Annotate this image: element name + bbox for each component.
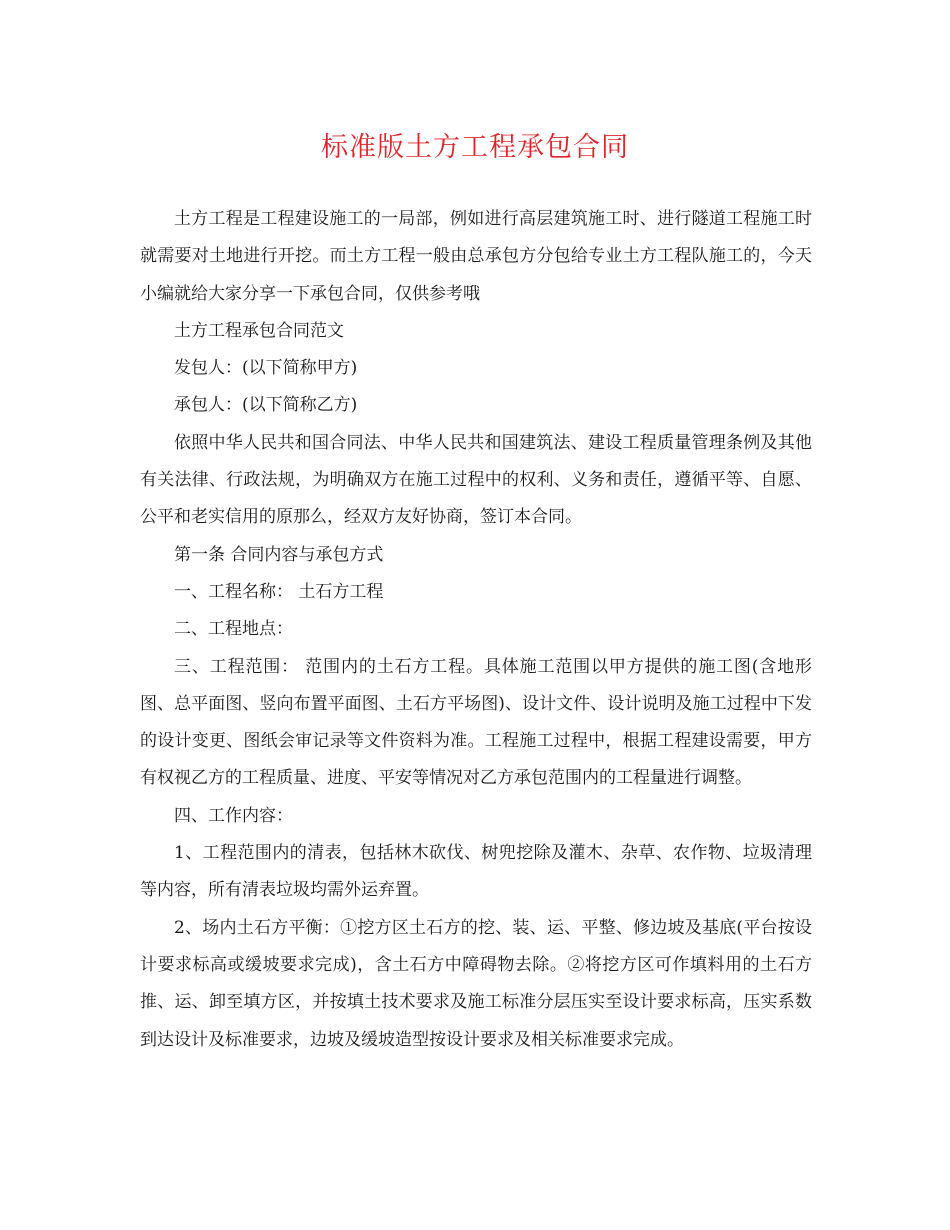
paragraph-article-1: 第一条 合同内容与承包方式 [174, 544, 384, 565]
paragraph-basis: 依照中华人民共和国合同法、中华人民共和国建筑法、建设工程质量管理条例及其他有关法律、行政法规，为明确双方在施工过程中的权利、义务和责任，遵循平等、自愿、公平和老实信用的原那么，经双方友好协商，签订本合同。 [140, 432, 812, 528]
paragraph-project-scope: 三、工程范围： 范围内的土石方工程。具体施工范围以甲方提供的施工图(含地形图、总平面图、竖向布置平面图、土石方平场图)、设计文件、设计说明及施工过程中下发的设计变更、图纸会审记录等文件资料为准。工程施工过程中，根据工程建设需要，甲方有权视乙方的工程质量、进度、平安等情况对乙方承包范围内的工程量进行调整。 [140, 656, 812, 789]
paragraph-project-location: 二、工程地点： [174, 619, 293, 640]
paragraph-work-content: 四、工作内容： [174, 805, 293, 826]
paragraph-item-2: 2、场内土石方平衡：①挖方区土石方的挖、装、运、平整、修边坡及基底(平台按设计要求标高或缓坡要求完成)，含土石方中障碍物去除。②将挖方区可作填料用的土石方推、运、卸至填方区，并按填土技术要求及施工标准分层压实至设计要求标高，压实系数到达设计及标准要求，边坡及缓坡造型按设计要求及相关标准要求完成。 [140, 917, 812, 1050]
document-title: 标准版土方工程承包合同 [321, 132, 629, 163]
document-body [140, 201, 812, 1059]
paragraph-party-b: 承包人：(以下简称乙方) [174, 395, 358, 416]
paragraph-party-a: 发包人：(以下简称甲方) [174, 358, 358, 379]
paragraph-item-1: 1、工程范围内的清表，包括林木砍伐、树兜挖除及灌木、杂草、农作物、垃圾清理等内容，所有清表垃圾均需外运弃置。 [140, 843, 812, 901]
paragraph-heading: 土方工程承包合同范文 [174, 320, 344, 341]
paragraph-project-name: 一、工程名称： 土石方工程 [174, 581, 384, 602]
paragraph-intro: 土方工程是工程建设施工的一局部，例如进行高层建筑施工时、进行隧道工程施工时就需要对土地进行开挖。而土方工程一般由总承包方分包给专业土方工程队施工的，今天小编就给大家分享一下承包合同，仅供参考哦 [140, 209, 812, 304]
